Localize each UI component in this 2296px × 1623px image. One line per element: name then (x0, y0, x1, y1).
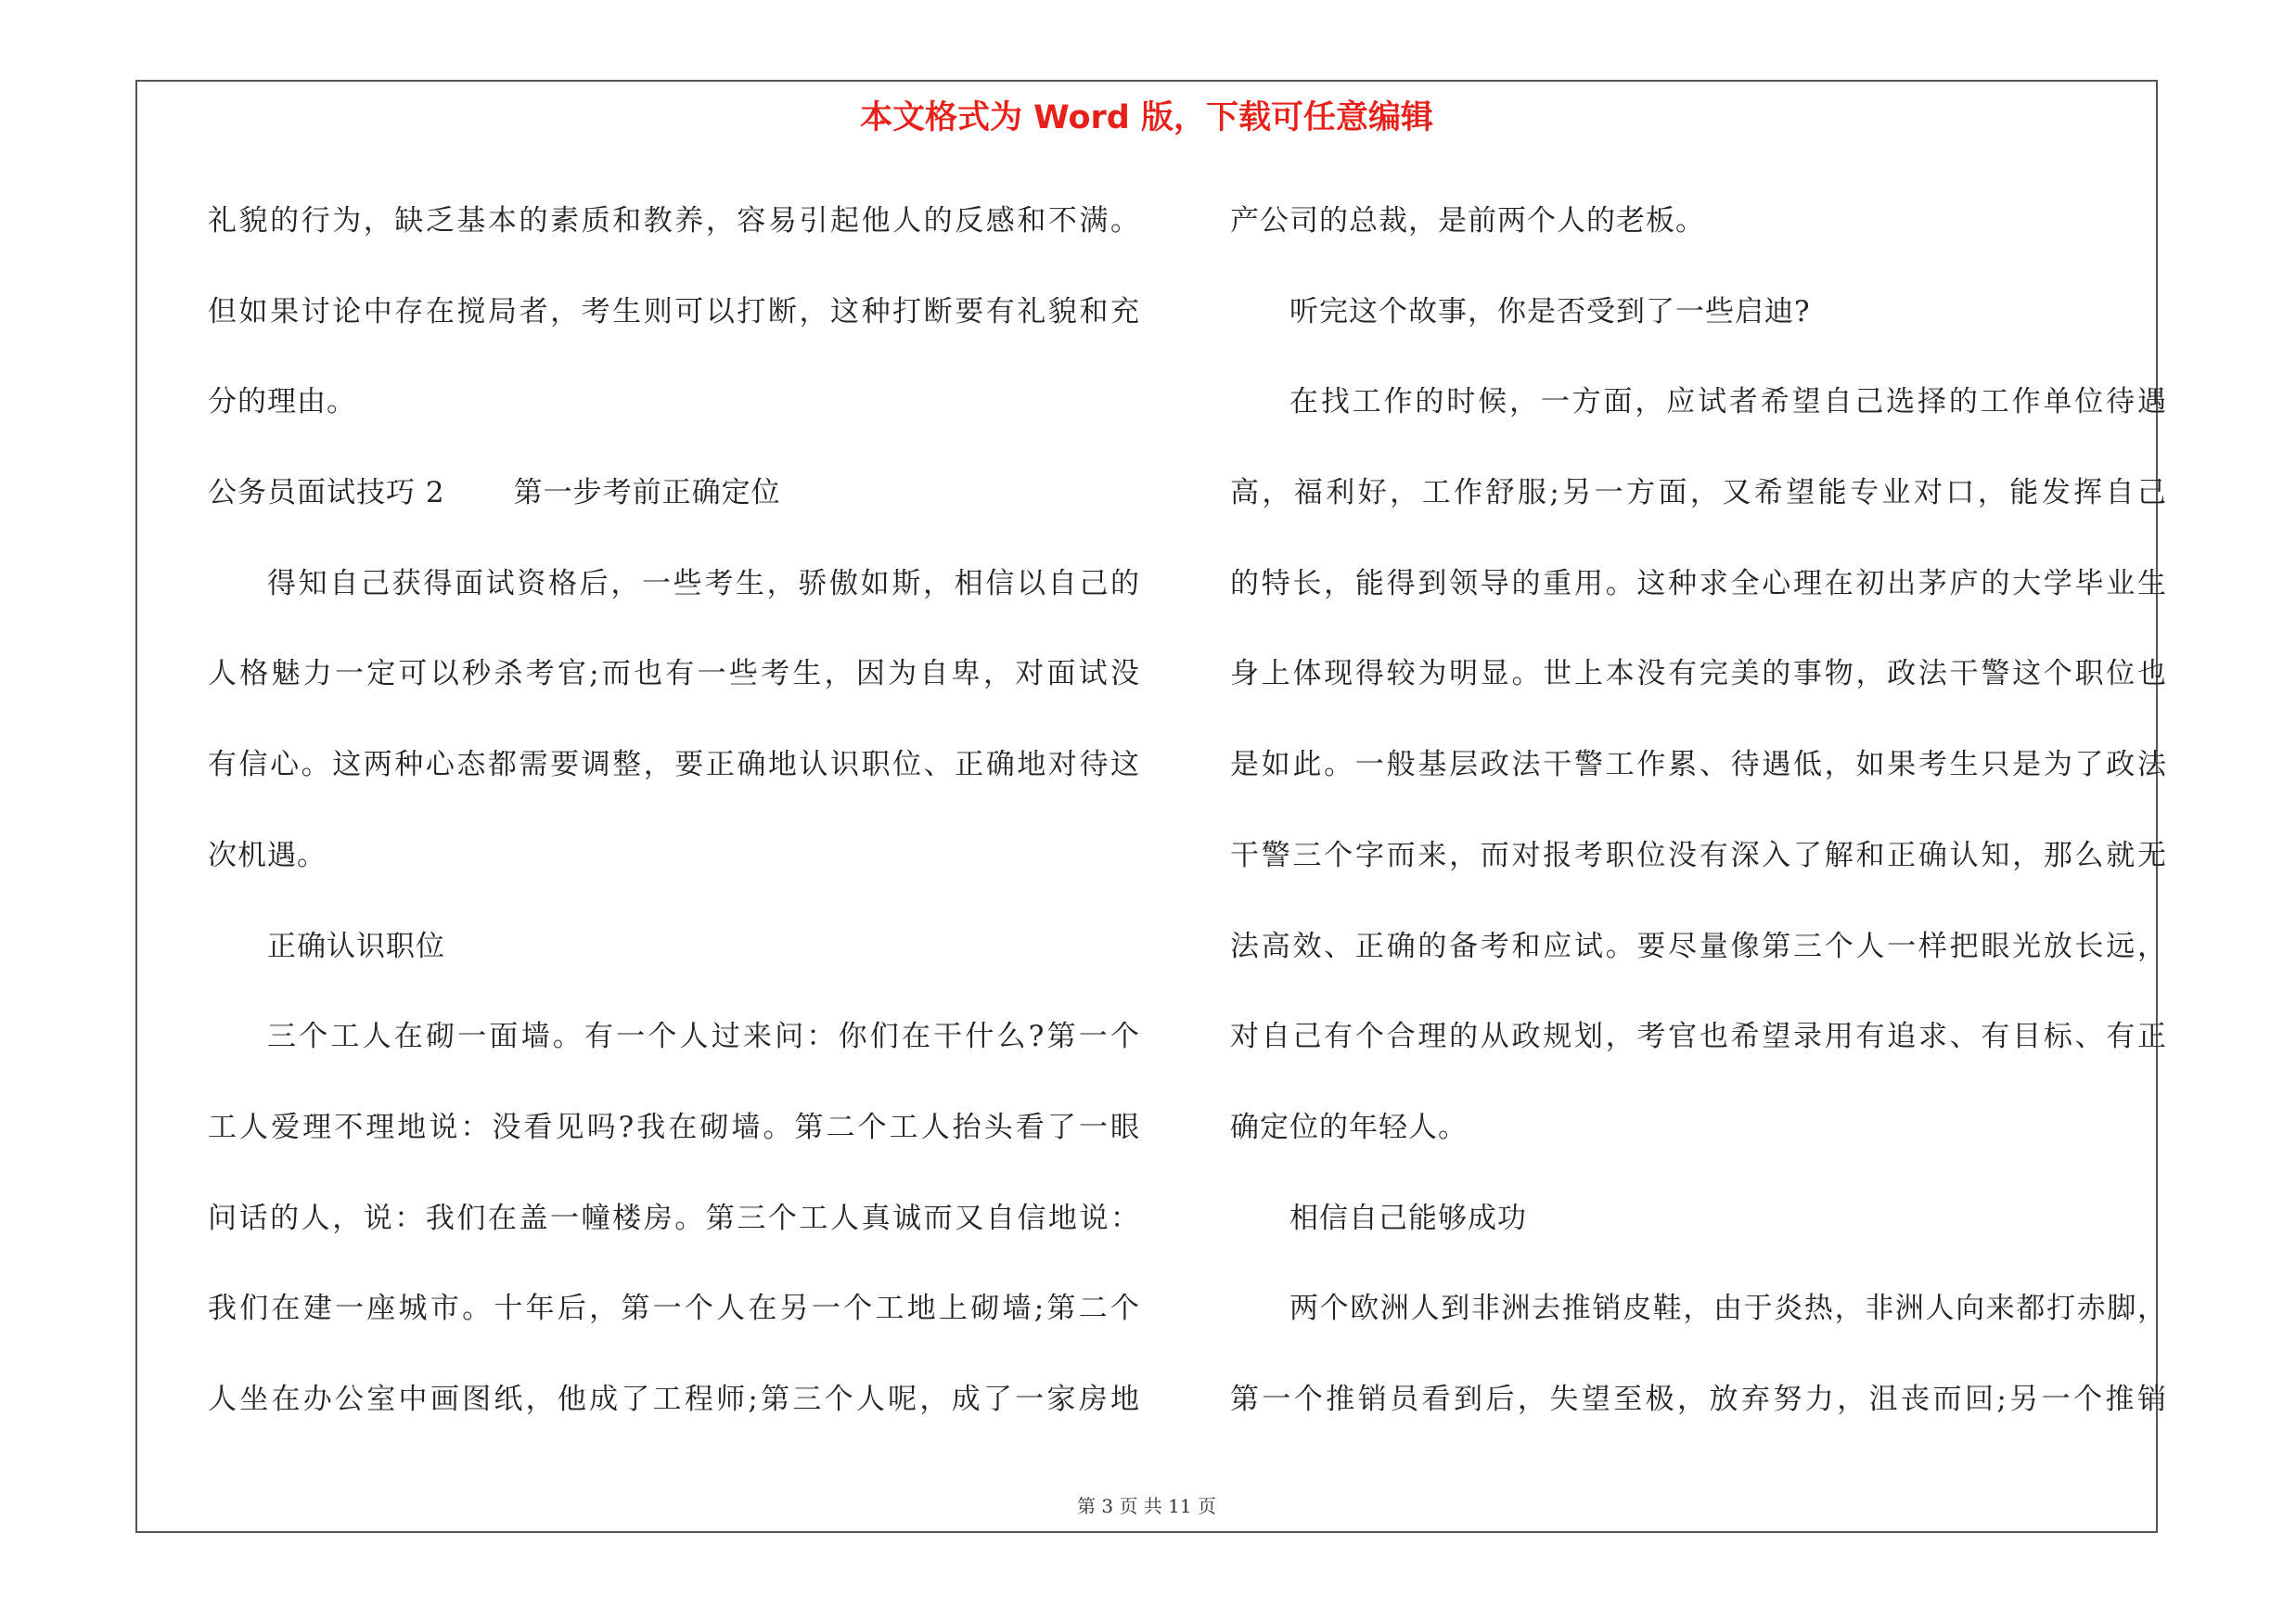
text-line: 有信心。这两种心态都需要调整，要正确地认识职位、正确地对待这 (208, 748, 1140, 782)
text-line: 两个欧洲人到非洲去推销皮鞋，由于炎热，非洲人向来都打赤脚， (1289, 1292, 2167, 1326)
format-banner: 本文格式为 Word 版，下载可任意编辑 (859, 99, 1434, 136)
text-line: 产公司的总裁，是前两个人的老板。 (1230, 204, 1705, 238)
text-line: 在找工作的时候，一方面，应试者希望自己选择的工作单位待遇 (1289, 385, 2167, 419)
text-line: 工人爱理不理地说：没看见吗?我在砌墙。第二个工人抬头看了一眼 (208, 1110, 1140, 1144)
page-frame (135, 80, 2167, 1533)
text-line: 人坐在办公室中画图纸，他成了工程师;第三个人呢，成了一家房地 (208, 1382, 1140, 1416)
text-line: 得知自己获得面试资格后，一些考生，骄傲如斯，相信以自己的 (267, 566, 1140, 600)
text-line: 的特长，能得到领导的重用。这种求全心理在初出茅庐的大学毕业生 (1230, 566, 2167, 600)
right-column (1230, 176, 2167, 1446)
text-line: 三个工人在砌一面墙。有一个人过来问：你们在干什么?第一个 (267, 1020, 1140, 1054)
text-line: 是如此。一般基层政法干警工作累、待遇低，如果考生只是为了政法 (1230, 748, 2167, 782)
text-line: 礼貌的行为，缺乏基本的素质和教养，容易引起他人的反感和不满。 (208, 204, 1140, 238)
subheading: 正确认识职位 (267, 929, 445, 963)
section-heading-title: 公务员面试技巧 2 (208, 476, 445, 510)
text-line: 人格魅力一定可以秒杀考官;而也有一些考生，因为自卑，对面试没 (208, 657, 1140, 691)
section-heading (208, 448, 1140, 539)
text-line: 分的理由。 (208, 385, 356, 419)
page-number-footer: 第 3 页 共 11 页 (1077, 1495, 1216, 1517)
text-line: 确定位的年轻人。 (1230, 1110, 1468, 1144)
text-line: 我们在建一座城市。十年后，第一个人在另一个工地上砌墙;第二个 (208, 1292, 1140, 1326)
text-line: 干警三个字而来，而对报考职位没有深入了解和正确认知，那么就无 (1230, 838, 2167, 872)
text-line: 高，福利好，工作舒服;另一方面，又希望能专业对口，能发挥自己 (1230, 476, 2167, 510)
text-line: 法高效、正确的备考和应试。要尽量像第三个人一样把眼光放长远， (1230, 929, 2167, 963)
text-line: 次机遇。 (208, 838, 327, 872)
left-column (208, 176, 1140, 1446)
text-line: 对自己有个合理的从政规划，考官也希望录用有追求、有目标、有正 (1230, 1020, 2167, 1054)
text-line: 问话的人，说：我们在盖一幢楼房。第三个工人真诚而又自信地说： (208, 1201, 1140, 1235)
section-heading-step: 第一步考前正确定位 (513, 476, 781, 510)
text-line: 听完这个故事，你是否受到了一些启迪? (1289, 294, 1811, 328)
subheading: 相信自己能够成功 (1289, 1201, 1527, 1235)
text-line: 第一个推销员看到后，失望至极，放弃努力，沮丧而回;另一个推销 (1230, 1382, 2167, 1416)
text-line: 但如果讨论中存在搅局者，考生则可以打断，这种打断要有礼貌和充 (208, 294, 1140, 328)
text-line: 身上体现得较为明显。世上本没有完美的事物，政法干警这个职位也 (1230, 657, 2167, 691)
